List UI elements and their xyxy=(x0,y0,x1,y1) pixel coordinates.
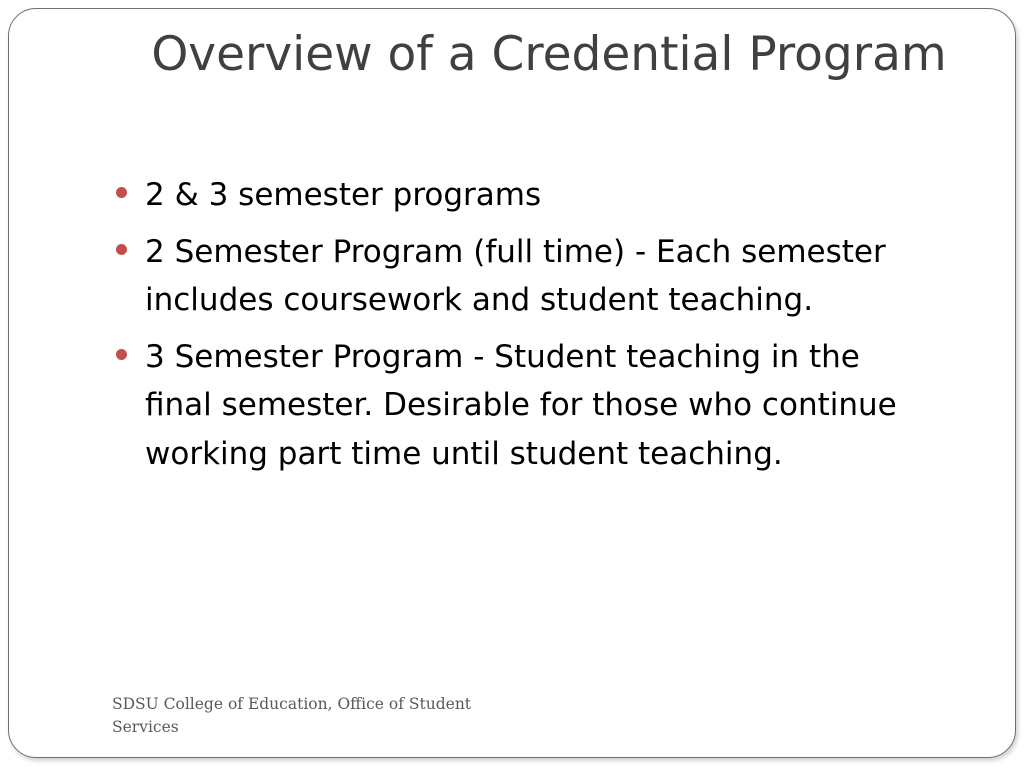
bullet-text: 2 Semester Program (full time) - Each semester includes coursework and student teaching. xyxy=(145,233,886,318)
slide-frame xyxy=(8,8,1016,758)
slide-footer: SDSU College of Education, Office of Student Services xyxy=(112,695,472,736)
bullet-text: 3 Semester Program - Student teaching in the final semester. Desirable for those who continue working part time until student teaching. xyxy=(145,338,897,472)
bullet-list xyxy=(116,171,926,486)
slide-title: Overview of a Credential Program xyxy=(151,27,947,82)
bullet-text: 2 & 3 semester programs xyxy=(145,177,542,213)
bullet-item xyxy=(116,333,926,479)
bullet-dot-icon xyxy=(116,187,127,198)
bullet-dot-icon xyxy=(116,349,127,360)
bullet-item xyxy=(116,228,926,325)
bullet-item xyxy=(116,171,926,220)
bullet-dot-icon xyxy=(116,244,127,255)
